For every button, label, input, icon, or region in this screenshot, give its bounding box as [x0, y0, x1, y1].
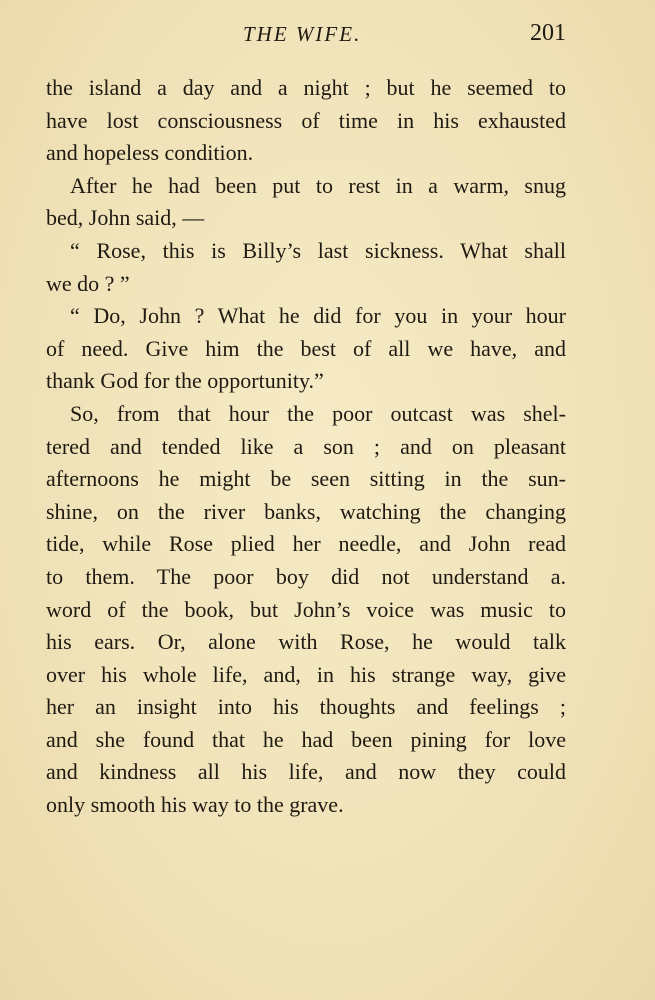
text-line: and she found that he had been pining for love	[46, 726, 566, 752]
text-line: of need. Give him the best of all we have, and	[46, 335, 566, 361]
text-line: tide, while Rose plied her needle, and John read	[46, 531, 566, 557]
text-line: afternoons he might be seen sitting in the sun-	[46, 466, 566, 492]
text-line: word of the book, but John’s voice was music to	[46, 596, 566, 622]
text-line: bed, John said, —	[46, 205, 205, 231]
text-line: over his whole life, and, in his strange way, give	[46, 661, 566, 687]
text-line: After he had been put to rest in a warm, snug	[70, 172, 566, 198]
text-line: thank God for the opportunity.”	[46, 368, 324, 394]
text-line: shine, on the river banks, watching the changing	[46, 498, 566, 524]
running-title: THE WIFE.	[243, 22, 362, 46]
text-line: “ Do, John ? What he did for you in your hour	[70, 303, 566, 329]
text-line: So, from that hour the poor outcast was shel-	[70, 400, 566, 426]
text-line: only smooth his way to the grave.	[46, 792, 344, 818]
text-line: we do ? ”	[46, 270, 130, 296]
text-line: his ears. Or, alone with Rose, he would talk	[46, 629, 566, 655]
text-line: and hopeless condition.	[46, 140, 254, 166]
body-text	[46, 72, 566, 822]
running-head	[46, 20, 566, 50]
text-line: the island a day and a night ; but he seemed to	[46, 75, 566, 100]
text-line: to them. The poor boy did not understand a.	[46, 563, 566, 589]
text-line: tered and tended like a son ; and on pleasant	[46, 433, 566, 459]
text-line: and kindness all his life, and now they could	[46, 759, 566, 785]
page-number: 201	[530, 20, 566, 46]
text-line: her an insight into his thoughts and feelings ;	[46, 694, 566, 720]
text-line: have lost consciousness of time in his exhausted	[46, 107, 566, 133]
text-line: “ Rose, this is Billy’s last sickness. What shall	[70, 237, 566, 263]
